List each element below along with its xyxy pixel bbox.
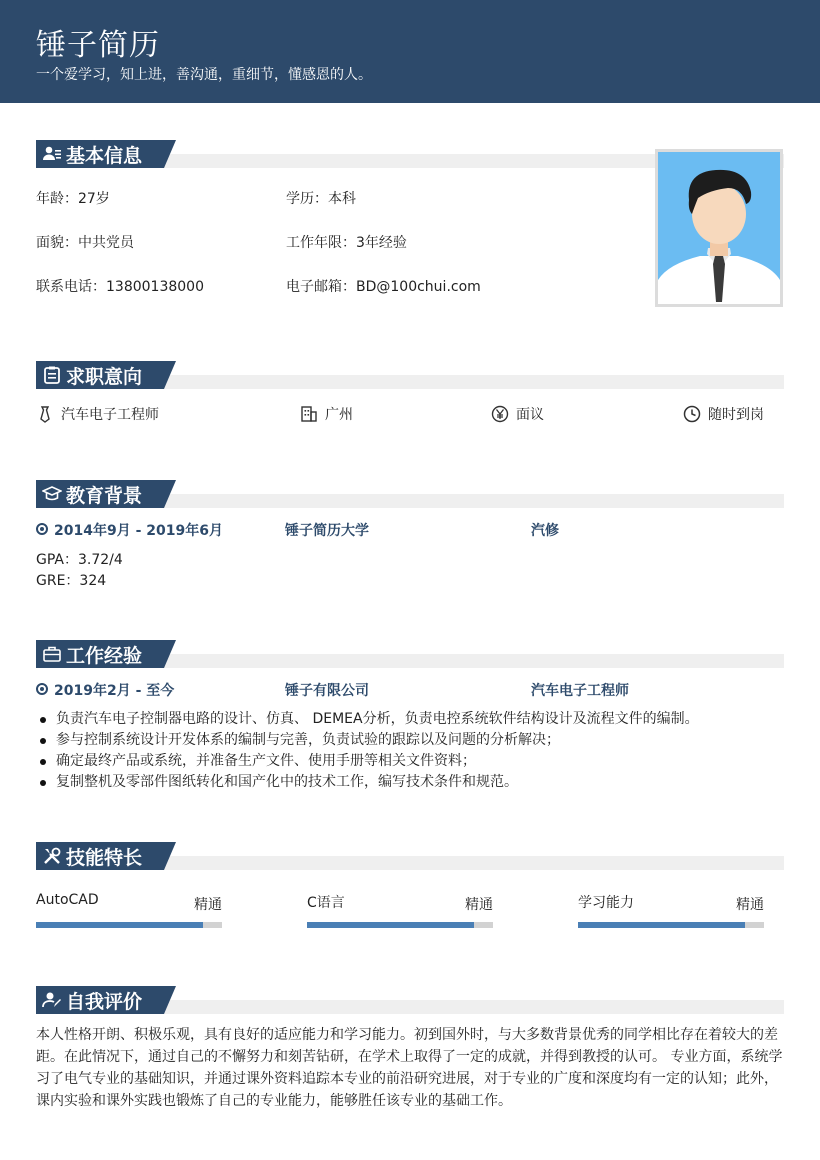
education-gre: GRE：324 (36, 573, 107, 589)
skill-autocad (36, 892, 222, 932)
skill-bar-track (578, 922, 764, 928)
tie-icon (36, 405, 54, 423)
timeline-dot (36, 683, 48, 695)
education-major: 汽修 (531, 523, 559, 539)
intent-availability (683, 404, 764, 424)
list-item: 确定最终产品或系统，并准备生产文件、使用手册等相关文件资料； (36, 751, 699, 772)
skill-name: C语言 (307, 895, 345, 911)
resume-header (0, 0, 820, 103)
work-period: 2019年2月 - 至今 (54, 683, 175, 699)
intent-position-label: 汽车电子工程师 (61, 407, 159, 423)
skill-bar-fill (578, 922, 745, 928)
user-edit-icon (42, 990, 62, 1010)
skill-name: 学习能力 (578, 895, 634, 911)
education-gpa: GPA：3.72/4 (36, 552, 123, 568)
section-label: 教育背景 (66, 484, 143, 507)
graduation-cap-icon (42, 484, 62, 504)
work-company: 锤子有限公司 (285, 683, 369, 699)
user-group-icon (42, 144, 62, 164)
section-title-basic (36, 140, 164, 168)
education-period: 2014年9月 - 2019年6月 (54, 523, 223, 539)
clock-icon (683, 405, 701, 423)
education-school: 锤子简历大学 (285, 523, 369, 539)
section-title-self (36, 986, 164, 1014)
phone-field: 联系电话：13800138000 (36, 279, 204, 295)
work-duties-list (36, 709, 699, 793)
avatar-photo (655, 149, 783, 307)
section-label: 基本信息 (66, 144, 143, 167)
intent-position (36, 404, 159, 424)
skill-level: 精通 (465, 897, 493, 913)
skill-bar-track (307, 922, 493, 928)
section-title-work (36, 640, 164, 668)
section-label: 求职意向 (66, 365, 143, 388)
section-label: 自我评价 (66, 990, 143, 1013)
briefcase-icon (42, 644, 62, 664)
resume-motto: 一个爱学习，知上进，善沟通，重细节，懂感恩的人。 (36, 67, 372, 83)
section-title-skills (36, 842, 164, 870)
list-item: 复制整机及零部件图纸转化和国产化中的技术工作，编写技术条件和规范。 (36, 772, 699, 793)
yen-icon (491, 405, 509, 423)
skill-learning (578, 892, 764, 932)
work-years-field: 工作年限：3年经验 (286, 235, 407, 251)
list-item: 参与控制系统设计开发体系的编制与完善，负责试验的跟踪以及问题的分析解决； (36, 730, 699, 751)
section-title-education (36, 480, 164, 508)
tools-icon (42, 846, 62, 866)
intent-city (300, 404, 353, 424)
building-icon (300, 405, 318, 423)
work-title: 汽车电子工程师 (531, 683, 629, 699)
timeline-dot (36, 523, 48, 535)
intent-salary (491, 404, 544, 424)
avatar (658, 152, 780, 304)
clipboard-icon (42, 365, 62, 385)
intent-salary-label: 面议 (516, 407, 544, 423)
resume-name: 锤子简历 (36, 28, 160, 63)
skill-bar-fill (307, 922, 474, 928)
degree-field: 学历：本科 (286, 191, 356, 207)
intent-city-label: 广州 (325, 407, 353, 423)
intent-availability-label: 随时到岗 (708, 407, 764, 423)
self-evaluation-text: 本人性格开朗、积极乐观，具有良好的适应能力和学习能力。初到国外时，与大多数背景优秀的同学相比存在着较大的差距。在此情况下，通过自己的不懈努力和刻苦钻研，在学术上取得了一定的成就，并得到教授的认可。 专业方面，系统学习了电气专业的基础知识，并通过课外资料追踪本专业的前沿研究进展，对于专业的广度和深度均有一定的认知；此外，课内实验和课外实践也锻炼了自己的专业能力，能够胜任该专业的基础工作。 (36, 1027, 783, 1109)
politics-field: 面貌：中共党员 (36, 235, 134, 251)
skill-c-language (307, 892, 493, 932)
age-field: 年龄：27岁 (36, 191, 110, 207)
list-item: 负责汽车电子控制器电路的设计、仿真、 DEMEA分析，负责电控系统软件结构设计及流程文件的编制。 (36, 709, 699, 730)
skill-name: AutoCAD (36, 892, 99, 908)
skill-level: 精通 (194, 897, 222, 913)
skill-level: 精通 (736, 897, 764, 913)
section-label: 技能特长 (66, 846, 143, 869)
section-label: 工作经验 (66, 644, 143, 667)
email-field: 电子邮箱：BD@100chui.com (286, 279, 481, 295)
section-title-intent (36, 361, 164, 389)
skill-bar-track (36, 922, 222, 928)
skill-bar-fill (36, 922, 203, 928)
